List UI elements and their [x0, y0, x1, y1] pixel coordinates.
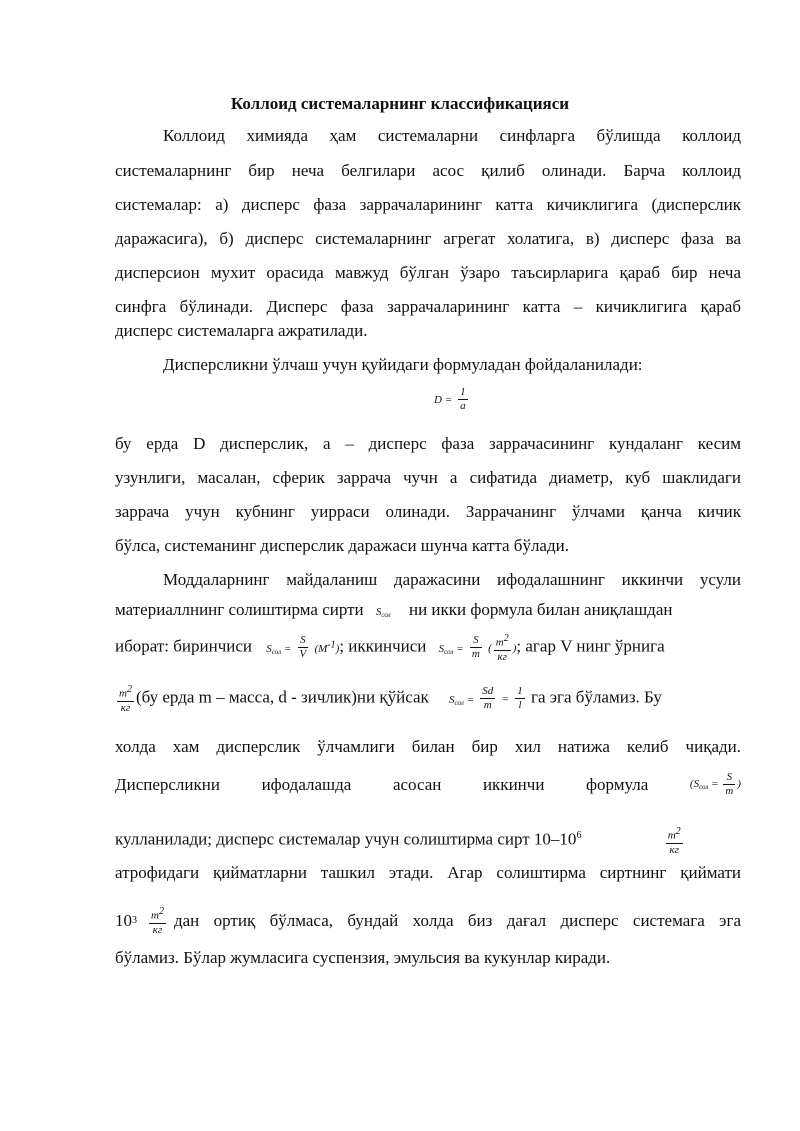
text-line: кулланилади; дисперс системалар учун солиштирма сирт $10-10^6$ $\frac{m^2}{кг}$ [115, 826, 681, 856]
text-line: синфга бўлинади. Дисперс фаза заррачаларининг катта – кичиклигига қараб [115, 297, 741, 316]
text-line: Коллоид химияда ҳам системаларни синфларга бўлишда коллоид [163, 126, 741, 145]
formula-dispersity: D = $\frac{1}{a}$ [434, 386, 466, 412]
text-line: Моддаларнинг майдаланиш даражасини ифодалашнинг иккинчи усули [163, 570, 741, 589]
text-line: Дисперсликни ифодалашда асосан иккинчи формула ($S_{сол}$ = $\frac{S}{m}$ ) [115, 771, 741, 797]
text-line: бу ерда D дисперслик, а – дисперс фаза заррачасининг кундаланг кесим [115, 434, 741, 453]
text-line: дисперсион мухит орасида мавжуд бўлган ўзаро таъсирларига қараб бир неча [115, 263, 741, 282]
text-line: дисперс системаларга ажратилади. [115, 321, 368, 340]
text-line: Дисперсликни ўлчаш учун қуйидаги формуладан фойдаланилади: [163, 355, 643, 374]
text-line: заррача учун кубнинг уирраси олинади. Заррачанинг ўлчами қанча кичик [115, 502, 741, 521]
text-line: системаларнинг бир неча белгилари асос қилиб олинади. Барча коллоид [115, 161, 741, 180]
text-line: атрофидаги қийматларни ташкил этади. Агар солиштирма сиртнинг қиймати [115, 863, 741, 882]
text-line: бўлса, системанинг дисперслик даражаси шунча катта бўлади. [115, 536, 569, 555]
text-line: узунлиги, масалан, сферик заррача чучн а сифатида диаметр, куб шаклидаги [115, 468, 741, 487]
text-line: холда хам дисперслик ўлчамлиги билан бир хил натижа келиб чиқади. [115, 737, 741, 756]
text-line: 10 3 $\frac{m^2}{кг}$ дан ортиқ бўлмаса, бундай холда биз дағал дисперс системага эга [115, 906, 741, 936]
page-title: Коллоид системаларнинг классификацияси [230, 94, 570, 113]
text-line: материаллнинг солиштирма сирти $S_{сол}$ ни икки формула билан аниқлашдан [115, 600, 673, 619]
text-line: бўламиз. Бўлар жумласига суспензия, эмульсия ва кукунлар киради. [115, 948, 611, 967]
text-line: $\frac{m^2}{кг}$ (бу ерда m – масса, d - зичлик)ни қўйсак $S_{сол}$ = $\frac{Sd}{m}$ = $\frac{1}{l}$ га эга бўламиз. Бу [119, 684, 662, 714]
text-line: даражасига), б) дисперс системаларнинг агрегат холатига, в) дисперс фаза ва [115, 229, 741, 248]
text-line: системалар: а) дисперс фаза заррачаларининг катта кичиклигига (дисперслик [115, 195, 741, 214]
text-line: иборат: биринчиси $S_{сол}$ = $\frac{S}{V}$ $(M^{-1})$; иккинчиси $S_{сол}$ = $\frac{S}{m}$ ( $\frac{m^2}{кг}$ ); агар V нинг ўрнига [115, 633, 665, 663]
